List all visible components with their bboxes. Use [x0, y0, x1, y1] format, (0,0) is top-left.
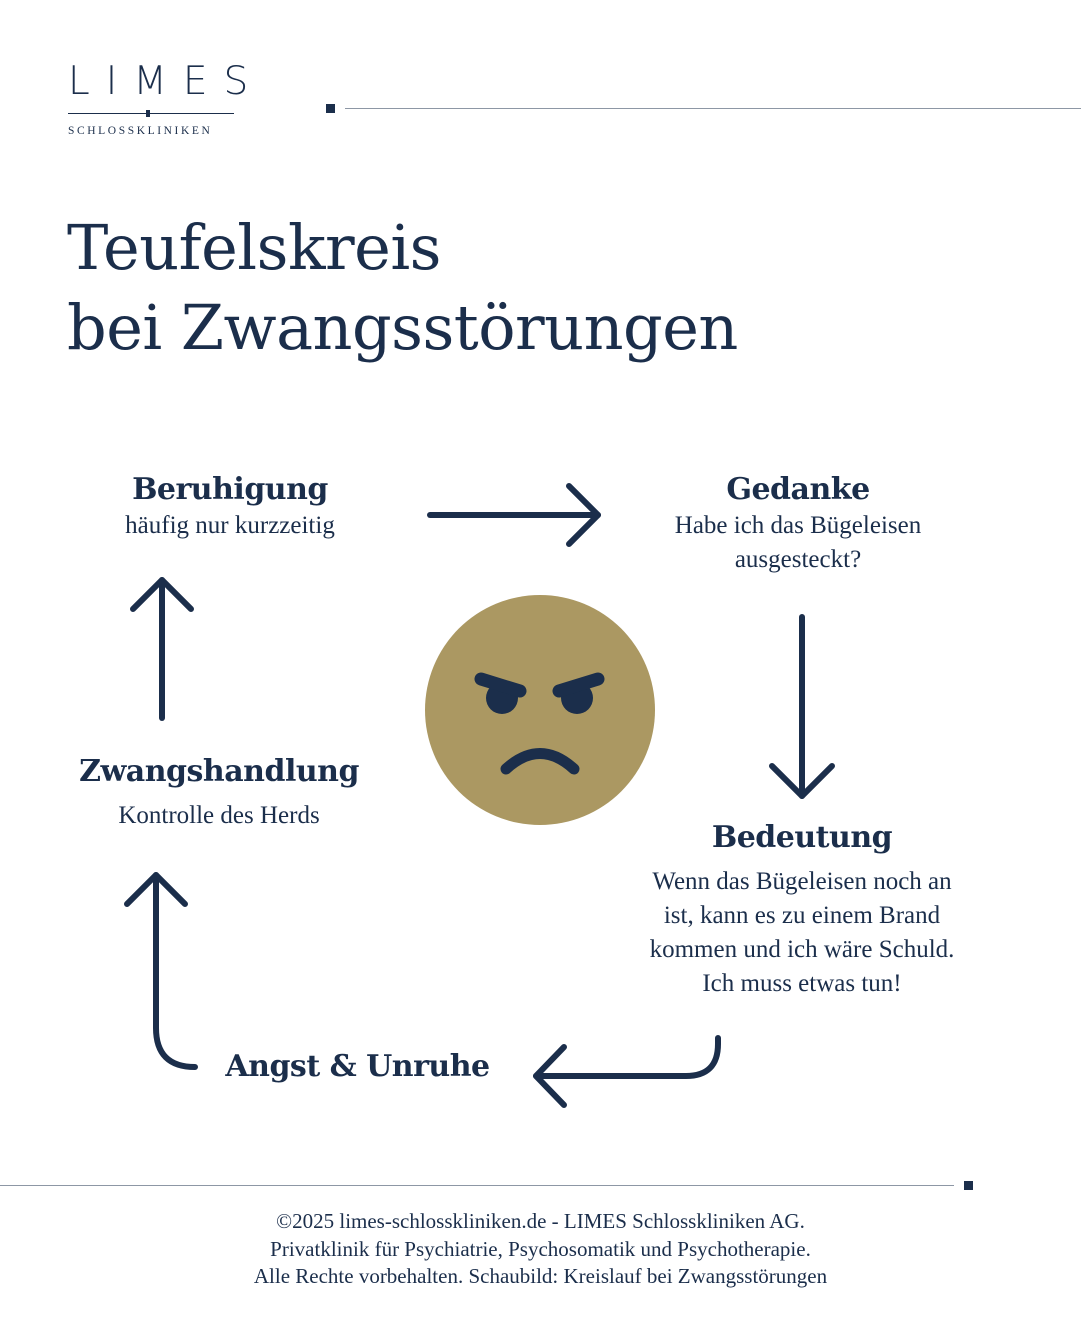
- footer-line-rights: Alle Rechte vorbehalten. Schaubild: Kreislauf bei Zwangsstörungen: [253, 1264, 828, 1288]
- node-zwangshandlung-line: Kontrolle des Herds: [118, 802, 320, 829]
- node-beruhigung-line: häufig nur kurzzeitig: [125, 512, 335, 539]
- node-zwangshandlung-heading: Zwangshandlung: [79, 754, 359, 789]
- footer-square-marker: [964, 1181, 973, 1190]
- node-bedeutung-line: kommen und ich wäre Schuld.: [649, 936, 955, 963]
- footer-line-clinic: Privatklinik für Psychiatrie, Psychosomatik und Psychotherapie.: [270, 1236, 811, 1261]
- node-gedanke-heading: Gedanke: [726, 472, 870, 507]
- angry-face-icon: [425, 595, 655, 825]
- node-angst-heading: Angst & Unruhe: [225, 1049, 490, 1084]
- page-title-line-2: bei Zwangsstörungen: [67, 291, 738, 364]
- arrow-right-icon: [430, 486, 598, 544]
- node-beruhigung-heading: Beruhigung: [132, 472, 328, 507]
- footer-rule: [0, 1185, 954, 1186]
- node-bedeutung-heading: Bedeutung: [711, 820, 893, 855]
- footer: [0, 1208, 1081, 1291]
- footer-line-copyright: ©2025 limes-schlosskliniken.de - LIMES Schlosskliniken AG.: [276, 1209, 805, 1233]
- logo-wordmark: LIMES: [68, 59, 265, 104]
- arrow-up-icon: [133, 580, 191, 718]
- logo-tagline: SCHLOSSKLINIKEN: [68, 125, 213, 137]
- node-bedeutung-line: ist, kann es zu einem Brand: [663, 902, 941, 929]
- arrow-curved-left-icon: [536, 1038, 718, 1105]
- page-title-line-1: Teufelskreis: [67, 211, 441, 284]
- node-bedeutung-line: Ich muss etwas tun!: [702, 970, 902, 997]
- node-gedanke-line: ausgesteckt?: [734, 546, 862, 573]
- node-bedeutung-line: Wenn das Bügeleisen noch an: [652, 868, 952, 895]
- arrow-down-icon: [772, 617, 832, 796]
- node-gedanke-line: Habe ich das Bügeleisen: [674, 512, 922, 539]
- arrow-curved-up-icon: [127, 875, 195, 1067]
